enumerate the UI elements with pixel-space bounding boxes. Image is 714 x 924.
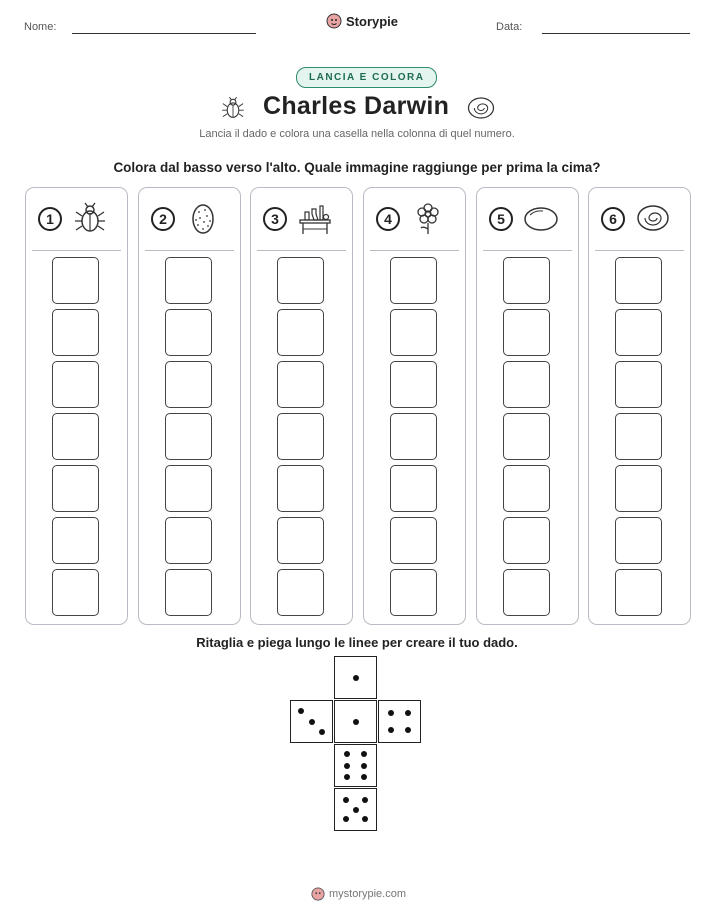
color-box[interactable] [503, 413, 550, 460]
color-box[interactable] [615, 569, 662, 616]
die-pip [388, 727, 394, 733]
color-box[interactable] [52, 361, 99, 408]
color-box[interactable] [52, 257, 99, 304]
die-face-5 [334, 788, 377, 831]
die-face-3 [290, 700, 333, 743]
die-pip [298, 708, 304, 714]
date-label: Data: [496, 21, 523, 33]
stone-icon [523, 200, 559, 236]
color-box[interactable] [52, 465, 99, 512]
column-1 [25, 187, 128, 625]
die-pip [344, 774, 350, 780]
die-net [290, 656, 425, 836]
column-number: 5 [489, 207, 513, 231]
footer-url[interactable]: mystorypie.com [329, 888, 407, 900]
page-title: Charles Darwin [263, 92, 450, 120]
column-number: 1 [38, 207, 62, 231]
die-pip [309, 719, 315, 725]
die-pip [344, 763, 350, 769]
color-box[interactable] [165, 413, 212, 460]
color-box[interactable] [165, 361, 212, 408]
color-box[interactable] [390, 257, 437, 304]
die-pip [405, 710, 411, 716]
die-pip [343, 816, 349, 822]
color-box[interactable] [277, 517, 324, 564]
color-box[interactable] [52, 309, 99, 356]
pie-mascot-icon [311, 887, 325, 901]
color-box[interactable] [277, 257, 324, 304]
die-pip [343, 797, 349, 803]
color-box[interactable] [390, 361, 437, 408]
color-box[interactable] [503, 569, 550, 616]
color-box[interactable] [503, 465, 550, 512]
fossil-icon [635, 200, 671, 236]
color-box[interactable] [615, 309, 662, 356]
color-box[interactable] [52, 413, 99, 460]
color-box[interactable] [615, 257, 662, 304]
color-box[interactable] [615, 517, 662, 564]
color-box[interactable] [390, 413, 437, 460]
name-label: Nome: [24, 21, 57, 33]
brand-name: Storypie [346, 13, 399, 29]
page-subtitle: Lancia il dado e colora una casella nella colonna di quel numero. [199, 128, 515, 140]
color-box[interactable] [277, 309, 324, 356]
title-row [220, 92, 500, 126]
activity-badge: LANCIA E COLORA [296, 67, 437, 88]
color-box[interactable] [277, 465, 324, 512]
beetle-icon [220, 95, 246, 121]
fossil-icon [466, 95, 496, 121]
die-pip [353, 719, 359, 725]
color-box[interactable] [52, 517, 99, 564]
die-pip [362, 797, 368, 803]
brand-logo [326, 13, 398, 29]
column-5 [476, 187, 579, 625]
color-box[interactable] [390, 465, 437, 512]
color-box[interactable] [615, 465, 662, 512]
column-number: 6 [601, 207, 625, 231]
die-pip [353, 807, 359, 813]
color-box[interactable] [615, 413, 662, 460]
column-divider [595, 250, 684, 251]
beetle-icon [72, 200, 108, 236]
color-box[interactable] [390, 309, 437, 356]
cut-instruction: Ritaglia e piega lungo le linee per creare il tuo dado. [196, 635, 518, 650]
die-face-1 [334, 700, 377, 743]
egg-icon [185, 200, 221, 236]
column-3 [250, 187, 353, 625]
date-line[interactable] [542, 33, 690, 34]
color-box[interactable] [277, 361, 324, 408]
flower-icon [410, 200, 446, 236]
color-box[interactable] [390, 517, 437, 564]
color-box[interactable] [503, 257, 550, 304]
column-number: 4 [376, 207, 400, 231]
die-pip [405, 727, 411, 733]
column-divider [145, 250, 234, 251]
die-pip [362, 816, 368, 822]
die-pip [361, 774, 367, 780]
color-box[interactable] [277, 569, 324, 616]
die-face-4 [378, 700, 421, 743]
lab-table-icon [297, 200, 333, 236]
die-pip [319, 729, 325, 735]
die-pip [361, 763, 367, 769]
color-box[interactable] [165, 257, 212, 304]
color-box[interactable] [165, 465, 212, 512]
column-number: 3 [263, 207, 287, 231]
name-line[interactable] [72, 33, 256, 34]
color-box[interactable] [165, 309, 212, 356]
color-box[interactable] [615, 361, 662, 408]
column-divider [483, 250, 572, 251]
column-divider [370, 250, 459, 251]
column-number: 2 [151, 207, 175, 231]
die-pip [344, 751, 350, 757]
column-6 [588, 187, 691, 625]
color-box[interactable] [503, 517, 550, 564]
column-divider [257, 250, 346, 251]
instruction-question: Colora dal basso verso l'alto. Quale immagine raggiunge per prima la cima? [113, 160, 601, 175]
color-box[interactable] [503, 309, 550, 356]
color-box[interactable] [277, 413, 324, 460]
pie-mascot-icon [326, 13, 342, 29]
die-pip [388, 710, 394, 716]
die-pip [353, 675, 359, 681]
color-box[interactable] [390, 569, 437, 616]
column-4 [363, 187, 466, 625]
die-pip [361, 751, 367, 757]
color-box[interactable] [52, 569, 99, 616]
die-face-6 [334, 744, 377, 787]
color-box[interactable] [503, 361, 550, 408]
color-box[interactable] [165, 569, 212, 616]
column-2 [138, 187, 241, 625]
column-divider [32, 250, 121, 251]
footer [311, 887, 406, 901]
die-face-1 [334, 656, 377, 699]
color-box[interactable] [165, 517, 212, 564]
